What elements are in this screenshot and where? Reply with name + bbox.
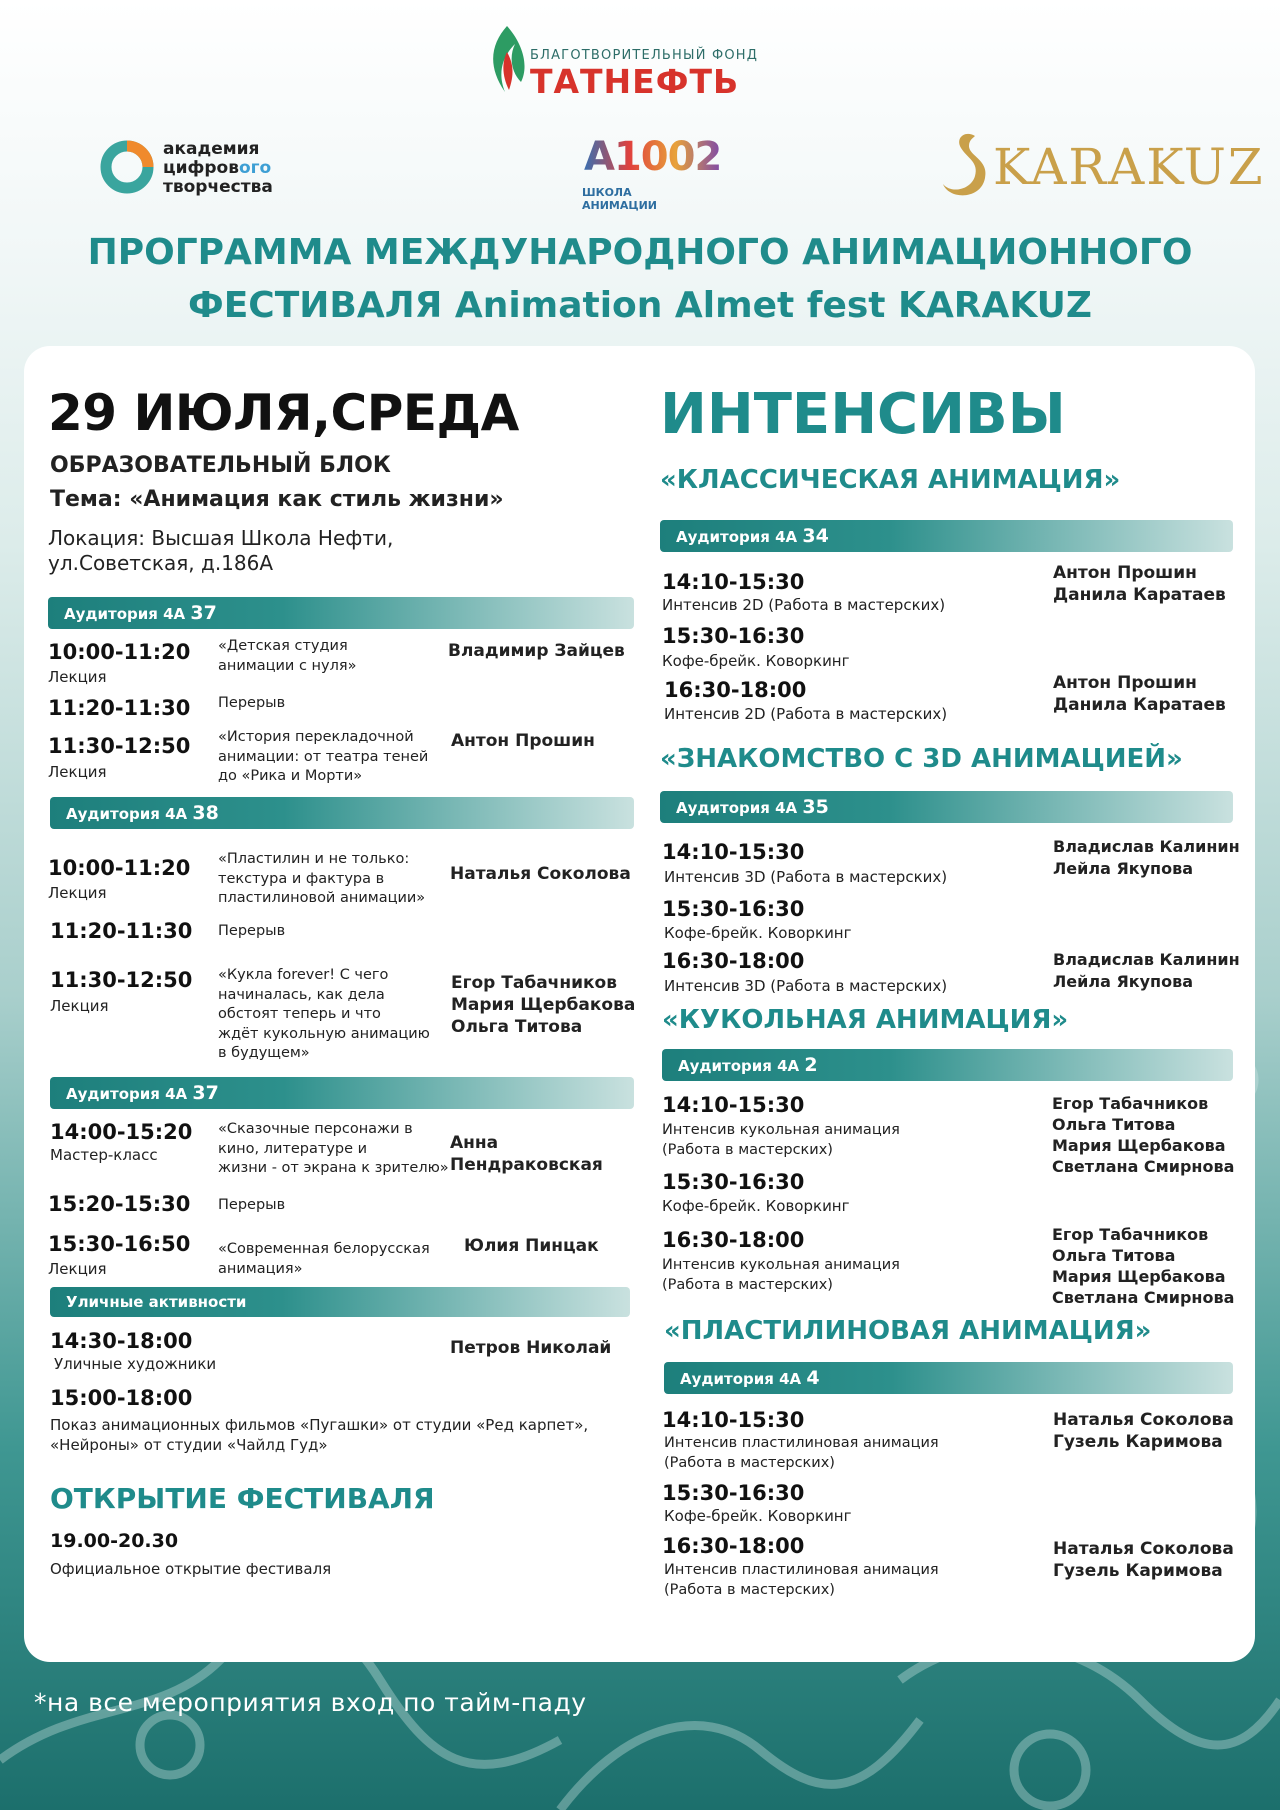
session-type: Лекция: [48, 1260, 107, 1278]
session-speaker: Владислав Калинин Лейла Якупова: [1053, 950, 1240, 991]
opening-time: 19.00-20.30: [50, 1530, 179, 1552]
sponsor-name: ТАТНЕФТЬ: [530, 62, 740, 101]
session-time: 16:30-18:00: [662, 1228, 805, 1252]
academy-line1: академия: [163, 139, 260, 159]
academy-line2: цифров: [163, 158, 239, 178]
session-desc: Интенсив кукольная анимация (Работа в мастерских): [662, 1122, 900, 1158]
session-speaker: Петров Николай: [450, 1338, 612, 1358]
session-time: 11:30-12:50: [48, 734, 191, 758]
session-time: 10:00-11:20: [48, 856, 191, 880]
session-time: 14:10-15:30: [662, 1093, 805, 1117]
auditorium-bar: Аудитория 4А 4: [664, 1362, 1233, 1394]
session-desc: Интенсив 2D (Работа в мастерских): [662, 596, 946, 614]
session-time: 15:30-16:50: [48, 1232, 191, 1256]
auditorium-bar: Аудитория 4А 37: [48, 597, 634, 629]
session-desc: Интенсив 3D (Работа в мастерских): [664, 977, 948, 995]
session-type: Лекция: [48, 668, 107, 686]
opening-desc: Официальное открытие фестиваля: [50, 1560, 332, 1578]
session-speaker: Наталья Соколова: [450, 864, 631, 884]
street-activities-bar: Уличные активности: [50, 1287, 630, 1317]
section-title: «ЗНАКОМСТВО С 3D АНИМАЦИЕЙ»: [660, 744, 1183, 774]
session-time: 15:30-16:30: [662, 1170, 805, 1194]
session-speaker: Антон Прошин Данила Каратаев: [1053, 563, 1226, 605]
session-speaker: Наталья Соколова Гузель Каримова: [1053, 1410, 1234, 1452]
academy-logo: [100, 128, 300, 208]
auditorium-bar: Аудитория 4А 2: [662, 1049, 1233, 1081]
auditorium-bar: Аудитория 4А 37: [50, 1077, 634, 1109]
session-desc: Кофе-брейк. Коворкинг: [664, 924, 852, 942]
section-title: «ПЛАСТИЛИНОВАЯ АНИМАЦИЯ»: [664, 1316, 1152, 1346]
tatneft-flame-icon: [485, 22, 529, 98]
section-title: «КЛАССИЧЕСКАЯ АНИМАЦИЯ»: [660, 465, 1121, 495]
academy-line2-highlight: ого: [239, 158, 272, 178]
session-desc: Кофе-брейк. Коворкинг: [664, 1507, 852, 1525]
session-speaker: Антон Прошин: [451, 731, 595, 751]
session-time: 15:00-18:00: [50, 1386, 193, 1410]
event-date: 29 ИЮЛЯ,СРЕДА: [48, 384, 519, 442]
session-time: 11:20-11:30: [50, 919, 193, 943]
school-logo-mark: A1002: [584, 134, 722, 180]
session-desc: «Пластилин и не только: текстура и фактура в пластилиновой анимации»: [218, 851, 426, 906]
animation-school-logo: [580, 128, 722, 212]
session-desc: Перерыв: [218, 923, 286, 939]
session-time: 15:20-15:30: [48, 1192, 191, 1216]
session-desc: Интенсив 2D (Работа в мастерских): [664, 705, 948, 723]
session-time: 15:30-16:30: [662, 897, 805, 921]
session-type: Лекция: [48, 884, 107, 902]
block-title: ОБРАЗОВАТЕЛЬНЫЙ БЛОК: [50, 453, 391, 478]
page-title-line2: ФЕСТИВАЛЯ Animation Almet fest KARAKUZ: [188, 285, 1092, 326]
section-title: «КУКОЛЬНАЯ АНИМАЦИЯ»: [662, 1005, 1069, 1035]
session-desc: «История перекладочной анимации: от театра теней до «Рика и Морти»: [218, 729, 429, 784]
session-speaker: Наталья Соколова Гузель Каримова: [1053, 1539, 1234, 1581]
auditorium-bar: Аудитория 4А 38: [50, 797, 634, 829]
session-desc: Интенсив кукольная анимация (Работа в мастерских): [662, 1257, 900, 1293]
auditorium-bar: Аудитория 4А 35: [660, 791, 1233, 823]
session-time: 14:10-15:30: [662, 840, 805, 864]
sponsor-subtitle: БЛАГОТВОРИТЕЛЬНЫЙ ФОНД: [530, 48, 759, 63]
session-desc: Перерыв: [218, 1197, 286, 1213]
karakuz-wordmark: KARAKUZ: [993, 138, 1265, 196]
session-type: Лекция: [50, 997, 109, 1015]
intensives-heading: ИНТЕНСИВЫ: [660, 382, 1066, 447]
academy-line3: творчества: [163, 177, 273, 197]
session-time: 16:30-18:00: [662, 1534, 805, 1558]
session-desc: Интенсив 3D (Работа в мастерских): [664, 868, 948, 886]
session-time: 16:30-18:00: [664, 678, 807, 702]
session-time: 16:30-18:00: [662, 949, 805, 973]
session-desc: «Кукла forever! С чего начиналась, как дела обстоят теперь и что ждёт кукольную анимацию в будущем»: [218, 967, 430, 1061]
karakuz-swan-icon: [935, 128, 991, 206]
session-speaker: Егор Табачников Ольга Титова Мария Щербакова Светлана Смирнова: [1052, 1094, 1235, 1176]
session-desc: «Сказочные персонажи в кино, литературе и жизни - от экрана к зрителю»: [218, 1121, 449, 1176]
session-time: 11:20-11:30: [48, 696, 191, 720]
footnote: *на все мероприятия вход по тайм-паду: [34, 1688, 587, 1717]
session-speaker: Владислав Калинин Лейла Якупова: [1053, 837, 1240, 878]
page-title-line1: ПРОГРАММА МЕЖДУНАРОДНОГО АНИМАЦИОННОГО: [87, 232, 1193, 273]
auditorium-bar: Аудитория 4А 34: [660, 520, 1233, 552]
session-type: Уличные художники: [54, 1355, 217, 1373]
location: Локация: Высшая Школа Нефти, ул.Советская, д.186А: [48, 526, 394, 575]
opening-title: ОТКРЫТИЕ ФЕСТИВАЛЯ: [50, 1482, 435, 1515]
session-desc: Показ анимационных фильмов «Пугашки» от студии «Ред карпет», «Нейроны» от студии «Чайлд Гуд»: [50, 1416, 589, 1454]
session-desc: Кофе-брейк. Коворкинг: [662, 652, 850, 670]
session-time: 14:00-15:20: [50, 1120, 193, 1144]
session-desc: «Современная белорусская анимация»: [218, 1241, 430, 1277]
session-desc: Интенсив пластилиновая анимация (Работа в мастерских): [664, 1435, 939, 1471]
academy-ring-icon: [100, 140, 154, 194]
session-time: 11:30-12:50: [50, 968, 193, 992]
session-speaker: Егор Табачников Мария Щербакова Ольга Титова: [451, 973, 636, 1037]
session-time: 15:30-16:30: [662, 624, 805, 648]
session-time: 14:10-15:30: [662, 570, 805, 594]
theme: Тема: «Анимация как стиль жизни»: [50, 487, 504, 512]
session-type: Мастер-класс: [50, 1146, 158, 1164]
session-desc: Перерыв: [218, 695, 286, 711]
session-time: 15:30-16:30: [662, 1481, 805, 1505]
session-desc: «Детская студия анимации с нуля»: [218, 638, 357, 674]
sponsor-logo-block: [485, 22, 805, 102]
session-speaker: Анна Пендраковская: [450, 1133, 603, 1175]
school-caption: ШКОЛА АНИМАЦИИ: [582, 186, 658, 212]
session-time: 14:10-15:30: [662, 1408, 805, 1432]
session-time: 14:30-18:00: [50, 1329, 193, 1353]
session-speaker: Юлия Пинцак: [464, 1236, 599, 1256]
session-speaker: Владимир Зайцев: [448, 641, 625, 661]
session-desc: Кофе-брейк. Коворкинг: [662, 1197, 850, 1215]
session-speaker: Антон Прошин Данила Каратаев: [1053, 673, 1226, 715]
session-time: 10:00-11:20: [48, 640, 191, 664]
session-speaker: Егор Табачников Ольга Титова Мария Щербакова Светлана Смирнова: [1052, 1225, 1235, 1307]
karakuz-logo: [935, 128, 1265, 208]
session-type: Лекция: [48, 763, 107, 781]
session-desc: Интенсив пластилиновая анимация (Работа в мастерских): [664, 1562, 939, 1598]
